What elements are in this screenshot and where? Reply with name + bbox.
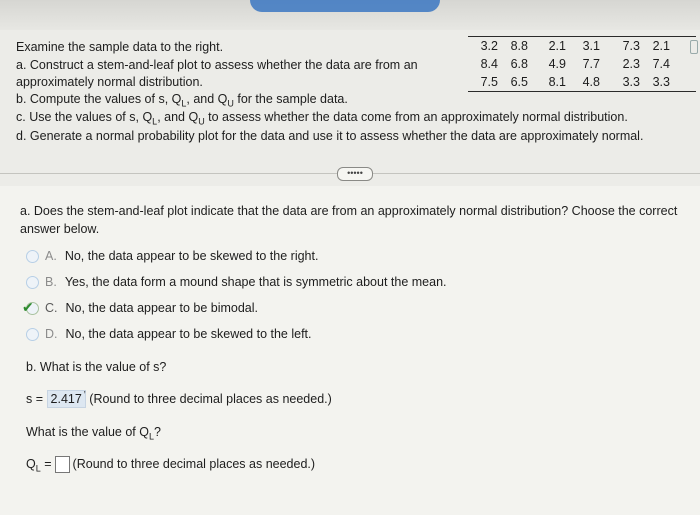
radio-button[interactable]: [26, 328, 39, 341]
ql-label: $Q_L$ =: [26, 456, 52, 474]
round-note: (Round to three decimal places as needed.): [89, 392, 332, 406]
part-a-question-line1: a. Does the stem-and-leaf plot indicate that the data are from an approximately normal distribution? Choose the correct: [20, 204, 678, 218]
part-c-instruction: c. Use the values of s, $Q_L$, and $Q_U$ to assess whether the data come from an approximately normal distribution.: [16, 110, 628, 127]
part-d-instruction: d. Generate a normal probability plot for the data and use it to assess whether the data are approximately normal.: [16, 129, 644, 143]
option-b[interactable]: B. Yes, the data form a mound shape that is symmetric about the mean.: [26, 272, 447, 292]
table-row: 3.2 8.8 2.1 3.1 7.3 2.1: [480, 39, 670, 53]
part-a-instruction-line1: a. Construct a stem-and-leaf plot to assess whether the data are from an: [16, 58, 418, 72]
intro-text: Examine the sample data to the right.: [16, 40, 224, 54]
part-b-instruction: b. Compute the values of s, $Q_L$, and $Q_U$ for the sample data.: [16, 92, 348, 109]
part-a-question: [20, 202, 695, 238]
radio-button[interactable]: [26, 250, 39, 263]
edit-tick-icon: ʼ: [83, 390, 86, 400]
ql-question: What is the value of $Q_L$?: [26, 425, 161, 442]
option-c[interactable]: ✔ C. No, the data appear to be bimodal.: [22, 298, 258, 315]
option-a[interactable]: A. No, the data appear to be skewed to the right.: [26, 246, 318, 266]
answer-panel: [0, 186, 700, 515]
s-label: s =: [26, 392, 44, 406]
top-bar: [0, 0, 700, 30]
ql-answer-input[interactable]: [55, 456, 70, 473]
round-note: (Round to three decimal places as needed.): [72, 456, 316, 471]
header-accent: [250, 0, 440, 12]
table-row: 8.4 6.8 4.9 7.7 2.3 7.4: [480, 57, 670, 71]
radio-button[interactable]: [26, 276, 39, 289]
sample-data-table: [468, 36, 696, 92]
part-b-question: b. What is the value of s?: [26, 360, 167, 374]
radio-button-selected[interactable]: [22, 298, 39, 315]
s-answer-row: [26, 390, 332, 408]
ql-answer-row: [26, 456, 315, 473]
table-row: 7.5 6.5 8.1 4.8 3.3 3.3: [480, 75, 670, 89]
option-d[interactable]: D. No, the data appear to be skewed to the left.: [26, 324, 312, 344]
expand-more-button[interactable]: •••••: [337, 167, 373, 181]
s-answer-field[interactable]: 2.417: [47, 390, 86, 408]
check-icon: ✔: [22, 298, 34, 315]
copy-data-icon[interactable]: [690, 40, 698, 54]
part-a-instruction-line2: approximately normal distribution.: [16, 75, 203, 89]
part-a-question-line2: answer below.: [20, 222, 100, 236]
